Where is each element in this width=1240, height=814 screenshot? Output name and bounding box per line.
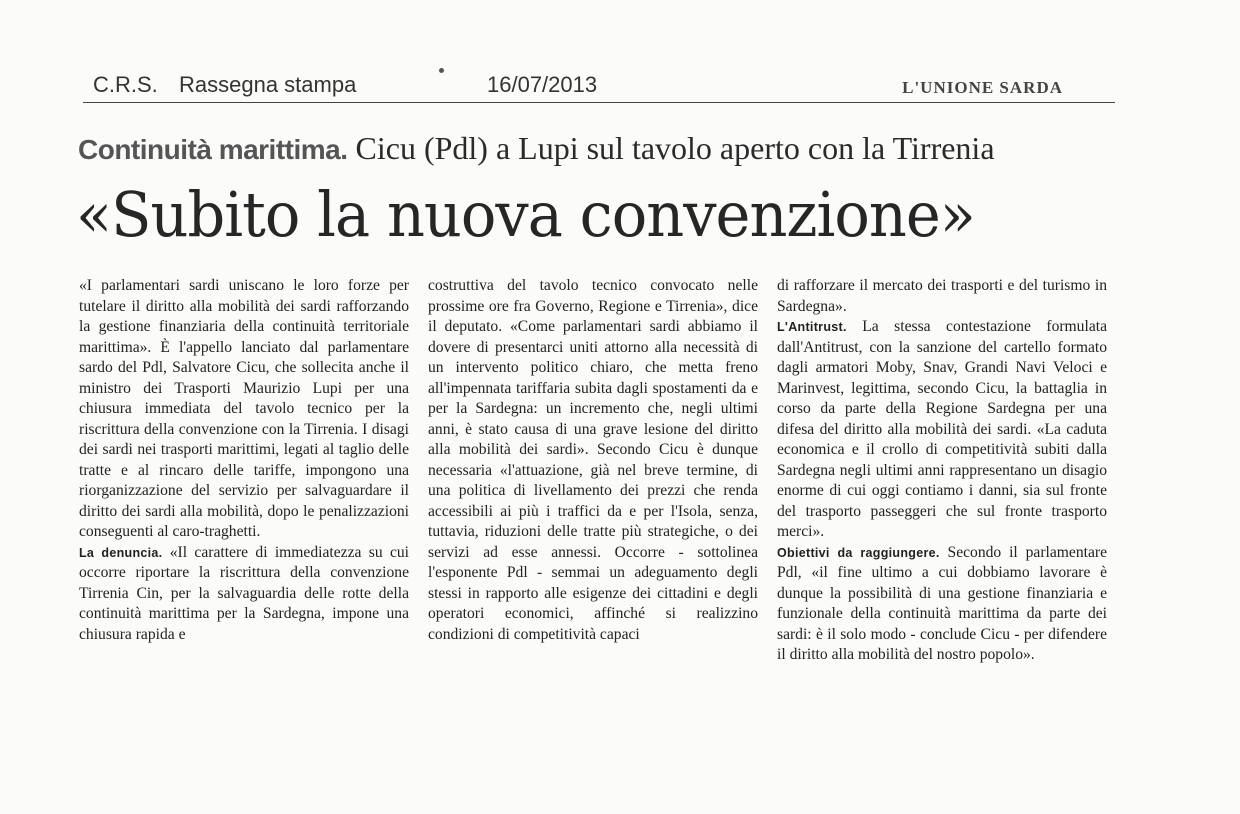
paragraph [79,543,409,646]
article-column-1 [79,276,409,645]
clipping-header [83,70,1115,103]
article-column-3 [777,276,1107,666]
paragraph-text: Secondo il parlamentare Pdl, «il fine ultimo a cui dobbiamo lavorare è dunque la possibilità di una gestione finanziaria e funzionale della continuità marittima da parte dei sardi: è il solo modo - conclude Cicu - per difendere il diritto alla mobilità del nostro popolo». [777,543,1107,663]
paragraph-text: «Il carattere di immediatezza su cui occorre riportare la riscrittura della convenzione Tirrenia Cin, per la salvaguardia delle rotte della continuità marittima per la Sardegna, impone una chiusura rapida e [79,543,409,643]
org-label: C.R.S. [93,72,158,97]
paragraph: di rafforzare il mercato dei trasporti e del turismo in Sardegna». [777,277,1107,315]
clipping-date: 16/07/2013 [487,72,598,97]
kicker-topic: Continuità marittima. [78,134,348,165]
paragraph: «I parlamentari sardi uniscano le loro forze per tutelare il diritto alla mobilità dei sardi rafforzando la gestione finanziaria della continuità territoriale marittima». È l'appello lanciato dal parlamentare sardo del Pdl, Salvatore Cicu, che sollecita anche il ministro dei Trasporti Maurizio Lupi per una chiusura immediata del tavolo tecnico per la riscrittura della convenzione con la Tirrenia. I disagi dei sardi nei trasporti marittimi, legati al taglio delle tratte e al rincaro delle tariffe, impongono una riorganizzazione del servizio per salvaguardare il diritto dei sardi alla mobilità, dopo le penalizzazioni conseguenti al caro-traghetti. [79,277,409,540]
article-column-2 [428,276,758,645]
paragraph [777,543,1107,666]
newspaper-name: L'UNIONE SARDA [902,78,1063,97]
subheading: L'Antitrust. [777,320,847,334]
article-kicker [78,130,1108,168]
article-headline: «Subito la nuova convenzione» [76,178,975,251]
subheading: La denuncia. [79,545,163,560]
paragraph: costruttiva del tavolo tecnico convocato nelle prossime ore fra Governo, Regione e Tirrenia», dice il deputato. «Come parlamentari sardi abbiamo il dovere di presentarci uniti attorno alla necessità di un intervento politico chiaro, che metta freno all'impennata tariffaria subita dagli spostamenti da e per la Sardegna: un incremento che, negli ultimi anni, è stato causa di una grave lesione del diritto alla mobilità dei sardi». Secondo Cicu è dunque necessaria «l'attuazione, già nel breve termine, di una politica di livellamento dei prezzi che renda accessibili ai più i traffici da e per l'Isola, senza, tuttavia, riduzioni delle tratte più strategiche, o dei servizi ad esse annessi. Occorre - sottolinea l'esponente Pdl - semmai un adeguamento degli stessi in rapporto alle esigenze dei cittadini e degli operatori economici, affinché si realizzino condizioni di competitività capaci [428,277,758,643]
press-review-label: Rassegna stampa [179,72,357,97]
paragraph-text: La stessa contestazione formulata dall'Antitrust, con la sanzione del cartello formato dagli armatori Moby, Snav, Grandi Navi Veloci e Marinvest, legittima, secondo Cicu, la battaglia in corso da parte della Regione Sardegna per una difesa del diritto alla mobilità dei sardi. «La caduta economica e il crollo di competitività subiti dalla Sardegna negli ultimi anni rappresentano un disagio enorme di cui oggi contiamo i danni, sia sul fronte del trasporto passeggeri che sul fronte trasporto merci». [777,318,1107,540]
dot-mark [439,68,444,73]
subheading: Obiettivi da raggiungere. [777,545,940,560]
paragraph [777,317,1107,543]
kicker-text: Cicu (Pdl) a Lupi sul tavolo aperto con la Tirrenia [347,130,995,166]
